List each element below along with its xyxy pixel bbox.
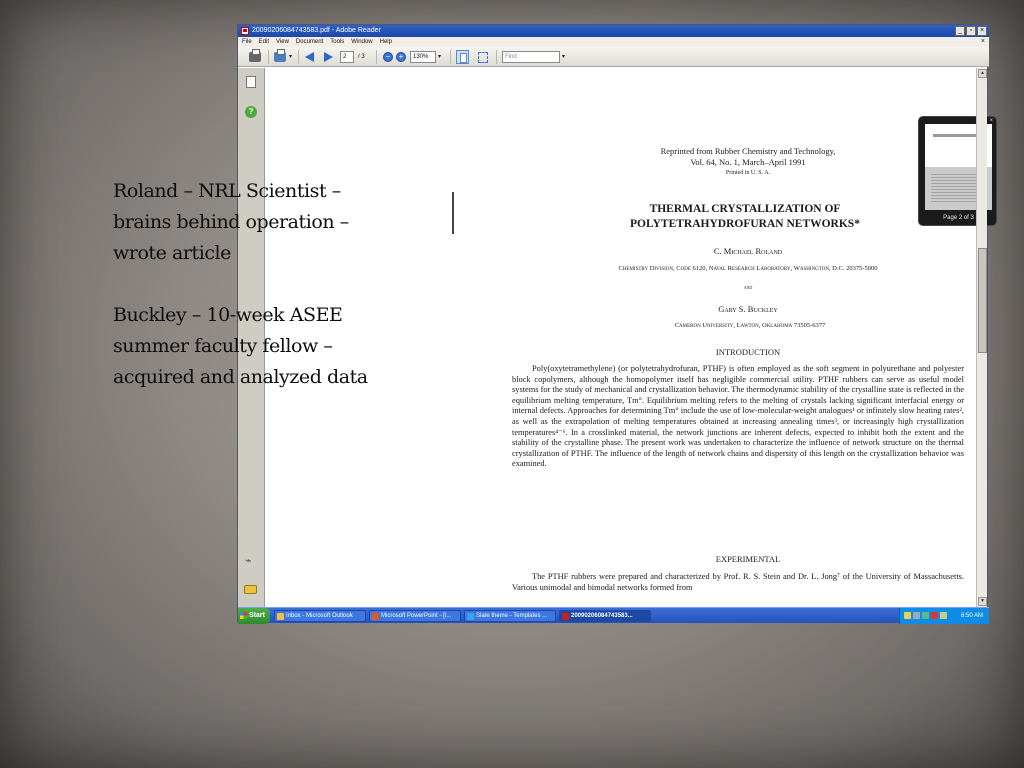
taskbar-item-label: Microsoft PowerPoint - [I... [381, 613, 452, 619]
scroll-up-icon[interactable]: ▲ [978, 69, 987, 78]
experimental-heading: EXPERIMENTAL [715, 554, 781, 564]
next-page-icon[interactable] [324, 52, 333, 62]
restore-button[interactable]: ▫ [966, 26, 976, 36]
paper-title [565, 202, 925, 232]
taskbar-item-label: 20090206084743583... [571, 613, 633, 619]
window-title: 20090206084743583.pdf - Adobe Reader [252, 27, 381, 34]
tray-network-icon[interactable] [913, 612, 920, 619]
toolbar [238, 47, 989, 67]
close-button[interactable]: × [977, 26, 987, 36]
slide-line: wrote article [113, 242, 231, 264]
slide-line: brains behind operation – [113, 211, 349, 233]
page-total: / 3 [358, 54, 365, 60]
document-close-icon[interactable]: × [980, 38, 985, 45]
menu-view[interactable]: View [276, 39, 289, 45]
pages-panel-icon[interactable] [246, 76, 256, 88]
menu-edit[interactable]: Edit [258, 39, 270, 45]
tray-adobe-icon[interactable] [931, 612, 938, 619]
find-dropdown-icon[interactable]: ▾ [562, 54, 566, 60]
slide-text-box [113, 176, 443, 393]
slide-line: summer faculty fellow – [113, 335, 333, 357]
start-label: Start [249, 612, 265, 619]
introduction-text: Poly(oxytetramethylene) (or polytetrahydrofuran, PTHF) is often employed as the soft segment in polyurethane and polyester block copolymers, although the homopolymer itself has negligible commercial utility. PTHF rubbers can serve as useful model systems for the study of mechanical and crystallization behavior. The thermodynamic stability of the crystalline state is reflected in the equilibrium melting temperature, Tm°. Equilibrium melting refers to the melting of crystals lacking significant interfacial energy or internal defects. Approaches for determining Tm° include the use of low-molecular-weight analogues¹ or infinitely slow heating rates², as well as the extrapolation of melting temperatures obtained at increasing annealing times³, or increasingly high crystallization temperatures⁴⁻⁶. In a crosslinked material, the network junctions are inherent defects, expected to inhibit both the extent and the stability of the crystalline phase. The present work was undertaken to characterize the influence of network structure on the thermal crystallization of PTHF. The influence of the length of network chains and dispersity of this length on the crystallization behavior was examined. [512, 364, 964, 469]
tray-update-icon[interactable] [922, 612, 929, 619]
toolbar-separator [268, 50, 269, 64]
outlook-icon [277, 613, 284, 620]
reprint-notice [603, 146, 893, 168]
windows-flag-icon [240, 612, 247, 619]
paragraph-gap [113, 269, 443, 300]
zoom-level-field[interactable]: 130% [410, 51, 436, 63]
minimize-button[interactable]: _ [955, 26, 965, 36]
toolbar-separator [376, 50, 377, 64]
tray-security-icon[interactable] [940, 612, 947, 619]
title-line-1: THERMAL CRYSTALLIZATION OF [649, 203, 841, 215]
taskbar-item-outlook[interactable] [274, 610, 366, 622]
printed-line: Printed in U. S. A. [725, 170, 771, 176]
help-icon[interactable]: ? [245, 106, 257, 118]
find-input[interactable]: Find [502, 51, 560, 63]
taskbar-clock: 8:50 AM [960, 613, 983, 619]
taskbar-item-label: Inbox - Microsoft Outlook [286, 613, 353, 619]
email-icon[interactable] [274, 52, 286, 62]
introduction-heading: INTRODUCTION [715, 347, 781, 357]
menu-tools[interactable]: Tools [330, 39, 345, 45]
start-button[interactable] [238, 608, 270, 624]
title-line-2: POLYTETRAHYDROFURAN NETWORKS* [630, 218, 860, 230]
taskbar-item-powerpoint[interactable] [369, 610, 461, 622]
fit-page-icon[interactable] [456, 50, 469, 64]
menu-bar [238, 37, 989, 47]
toolbar-separator [298, 50, 299, 64]
slide-line: Buckley – 10-week ASEE [113, 304, 343, 326]
experimental-text: The PTHF rubbers were prepared and characterized by Prof. R. S. Stein and Dr. L. Jong⁷ of the University of Massachusetts. Various unimodal and bimodal networks formed from [512, 572, 964, 592]
taskbar-item-browser[interactable] [464, 610, 556, 622]
affiliation-nrl: Chemistry Division, Code 6120, Naval Research Laboratory, Washington, D.C. 20375-5000 [618, 265, 878, 272]
zoom-out-icon[interactable]: − [383, 52, 393, 62]
thumbnail-caption: Page 2 of 3 [943, 215, 974, 221]
taskbar-item-reader[interactable] [559, 610, 651, 622]
reprint-line: Reprinted from Rubber Chemistry and Technology, [660, 146, 836, 156]
menu-window[interactable]: Window [351, 39, 373, 45]
author-roland: C. Michael Roland [713, 246, 783, 256]
pdf-app-icon [241, 27, 249, 35]
scroll-down-icon[interactable]: ▼ [978, 597, 987, 606]
print-icon[interactable] [249, 52, 261, 62]
thumbnail-close-icon[interactable]: × [989, 118, 993, 124]
menu-document[interactable]: Document [295, 39, 324, 45]
tray-folder-icon[interactable] [904, 612, 911, 619]
author-conjunction: and [743, 285, 753, 291]
window-titlebar[interactable] [238, 25, 989, 37]
vertical-scrollbar[interactable] [976, 68, 987, 607]
author-buckley: Gary S. Buckley [718, 304, 778, 314]
menu-help[interactable]: Help [379, 39, 392, 45]
menu-file[interactable]: File [242, 39, 252, 45]
system-tray [899, 608, 989, 624]
chevron-down-icon[interactable]: ▾ [289, 54, 293, 60]
page-number-input[interactable]: 2 [340, 51, 354, 63]
browser-icon [467, 613, 474, 620]
reader-icon [562, 613, 569, 620]
powerpoint-icon [372, 613, 379, 620]
fit-width-icon[interactable] [476, 50, 489, 64]
slide-line: Roland – NRL Scientist – [113, 180, 341, 202]
zoom-dropdown-icon[interactable]: ▾ [438, 54, 442, 60]
attachments-icon[interactable]: ⌁ [245, 555, 252, 567]
previous-page-icon[interactable] [305, 52, 314, 62]
taskbar [238, 607, 989, 623]
zoom-in-icon[interactable]: + [396, 52, 406, 62]
volume-line: Vol. 64, No. 1, March–April 1991 [690, 157, 806, 167]
toolbar-separator [496, 50, 497, 64]
scrollbar-thumb[interactable] [978, 248, 987, 353]
affiliation-cameron: Cameron University, Lawton, Oklahoma 73505-6377 [674, 322, 826, 329]
slide-line: acquired and analyzed data [113, 366, 368, 388]
comments-icon[interactable] [244, 585, 257, 594]
toolbar-separator [450, 50, 451, 64]
taskbar-item-label: Slate theme - Templates ... [476, 613, 548, 619]
text-cursor-line [452, 192, 454, 234]
